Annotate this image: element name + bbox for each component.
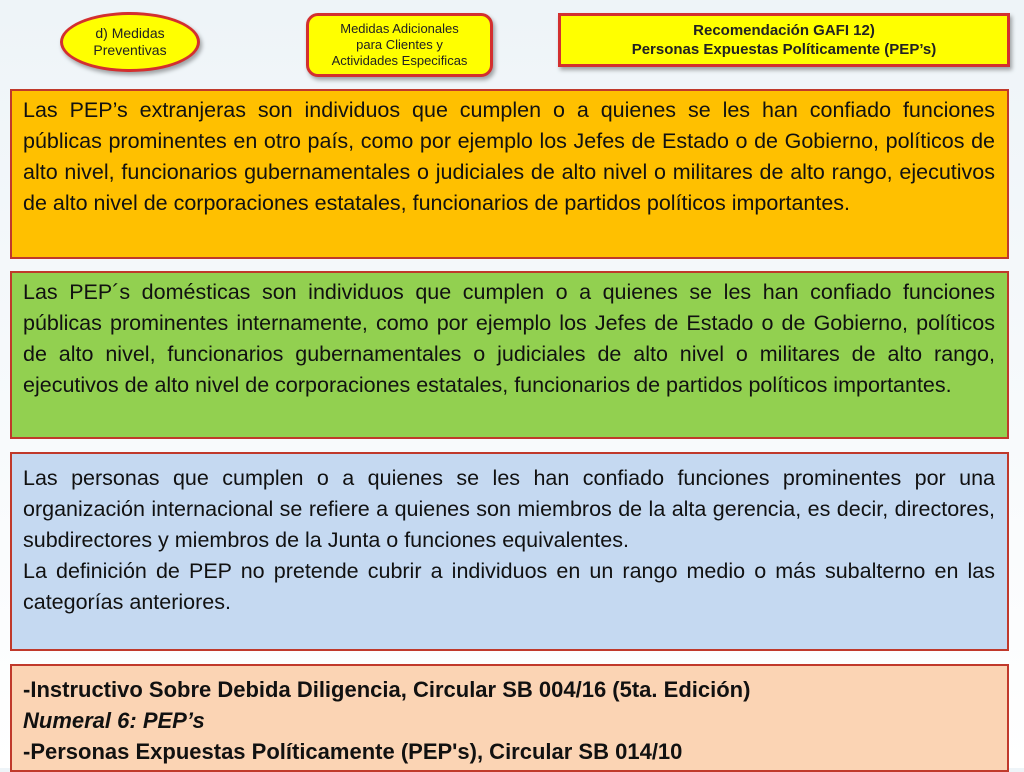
referencia-numeral: Numeral 6: PEP’s xyxy=(23,708,205,733)
referencia-circular: -Personas Expuestas Políticamente (PEP's), Circular SB 014/10 xyxy=(23,739,683,764)
badge-medidas-preventivas-line2: Preventivas xyxy=(93,42,167,58)
badge-medidas-preventivas-line1: d) Medidas xyxy=(95,25,165,41)
badge-medidas-preventivas xyxy=(60,12,200,72)
badge-recomendacion-gafi-line1: Recomendación GAFI 12) xyxy=(693,22,875,39)
panel-pep-internacional-paragraph-1: Las personas que cumplen o a quienes se les han confiado funciones prominentes por una organización internacional se refiere a quienes son miembros de la alta gerencia, es decir, directores, subdirectores y miembros de la Junta o funciones equivalentes. xyxy=(23,466,995,552)
panel-pep-extranjeras xyxy=(10,89,1009,259)
badge-medidas-adicionales-line2: para Clientes y xyxy=(356,37,443,52)
panel-pep-internacional-paragraph-2: La definición de PEP no pretende cubrir a individuos en un rango medio o más subalterno en las categorías anteriores. xyxy=(23,559,995,614)
panel-pep-domesticas xyxy=(10,271,1009,439)
referencia-instructivo: -Instructivo Sobre Debida Diligencia, Circular SB 004/16 (5ta. Edición) xyxy=(23,677,751,702)
panel-pep-domesticas-text: Las PEP´s domésticas son individuos que cumplen o a quienes se les han confiado funciones públicas prominentes internamente, como por ejemplo los Jefes de Estado o de Gobierno, políticos de alto nivel, funcionarios gubernamentales o judiciales de alto nivel o militares de alto rango, ejecutivos de alto nivel de corporaciones estatales, funcionarios de partidos políticos importantes. xyxy=(23,280,995,397)
badge-medidas-adicionales-line1: Medidas Adicionales xyxy=(340,21,459,36)
panel-pep-extranjeras-text: Las PEP’s extranjeras son individuos que cumplen o a quienes se les han confiado funciones públicas prominentes en otro país, como por ejemplo los Jefes de Estado o de Gobierno, políticos de alto nivel, funcionarios gubernamentales o judiciales de alto nivel o militares de alto rango, ejecutivos de alto nivel de corporaciones estatales, funcionarios de partidos políticos importantes. xyxy=(23,98,995,215)
badge-medidas-adicionales-line3: Actividades Especificas xyxy=(331,53,468,68)
badge-recomendacion-gafi-line2: Personas Expuestas Políticamente (PEP’s) xyxy=(631,41,937,58)
badge-medidas-adicionales xyxy=(306,13,493,77)
panel-referencias xyxy=(10,664,1009,772)
badge-recomendacion-gafi xyxy=(558,13,1010,67)
panel-pep-organizacion-internacional xyxy=(10,452,1009,651)
